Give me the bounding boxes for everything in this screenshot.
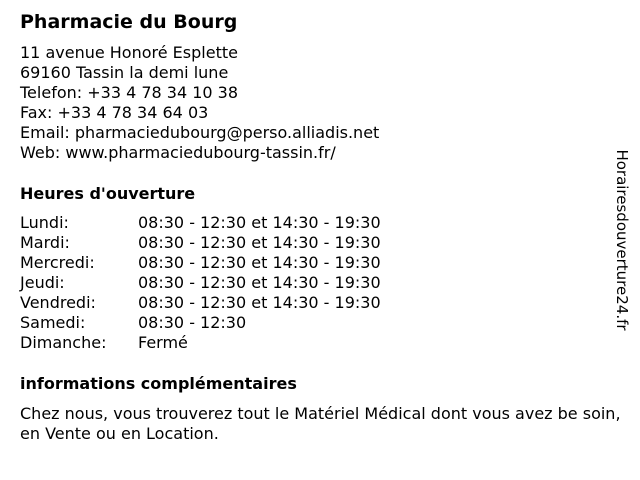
hours-day: Vendredi: xyxy=(20,293,96,312)
opening-hours-heading: Heures d'ouverture xyxy=(20,184,196,203)
hours-time: 08:30 - 12:30 xyxy=(138,313,247,332)
hours-time: 08:30 - 12:30 et 14:30 - 19:30 xyxy=(138,233,381,252)
hours-day: Dimanche: xyxy=(20,333,107,352)
hours-time: 08:30 - 12:30 et 14:30 - 19:30 xyxy=(138,273,381,292)
hours-time: 08:30 - 12:30 et 14:30 - 19:30 xyxy=(138,253,381,272)
website-address: Web: www.pharmaciedubourg-tassin.fr/ xyxy=(20,143,336,162)
hours-day: Mercredi: xyxy=(20,253,95,272)
address-city: 69160 Tassin la demi lune xyxy=(20,63,229,82)
hours-day: Jeudi: xyxy=(20,273,65,292)
fax-number: Fax: +33 4 78 34 64 03 xyxy=(20,103,209,122)
contact-block xyxy=(20,43,379,163)
site-watermark: Horairesdouverture24.fr xyxy=(613,149,631,331)
hours-day: Mardi: xyxy=(20,233,70,252)
hours-day: Samedi: xyxy=(20,313,86,332)
email-address: Email: pharmaciedubourg@perso.alliadis.net xyxy=(20,123,380,142)
hours-time: Fermé xyxy=(138,333,188,352)
hours-time: 08:30 - 12:30 et 14:30 - 19:30 xyxy=(138,213,381,232)
pharmacy-name: Pharmacie du Bourg xyxy=(20,11,238,33)
hours-time: 08:30 - 12:30 et 14:30 - 19:30 xyxy=(138,293,381,312)
phone-number: Telefon: +33 4 78 34 10 38 xyxy=(20,83,239,102)
additional-info-heading: informations complémentaires xyxy=(20,374,297,393)
address-street: 11 avenue Honoré Esplette xyxy=(20,43,238,62)
additional-info-text: Chez nous, vous trouverez tout le Matériel Médical dont vous avez be soin, en Vente ou en Location. xyxy=(20,404,621,443)
hours-day: Lundi: xyxy=(20,213,69,232)
